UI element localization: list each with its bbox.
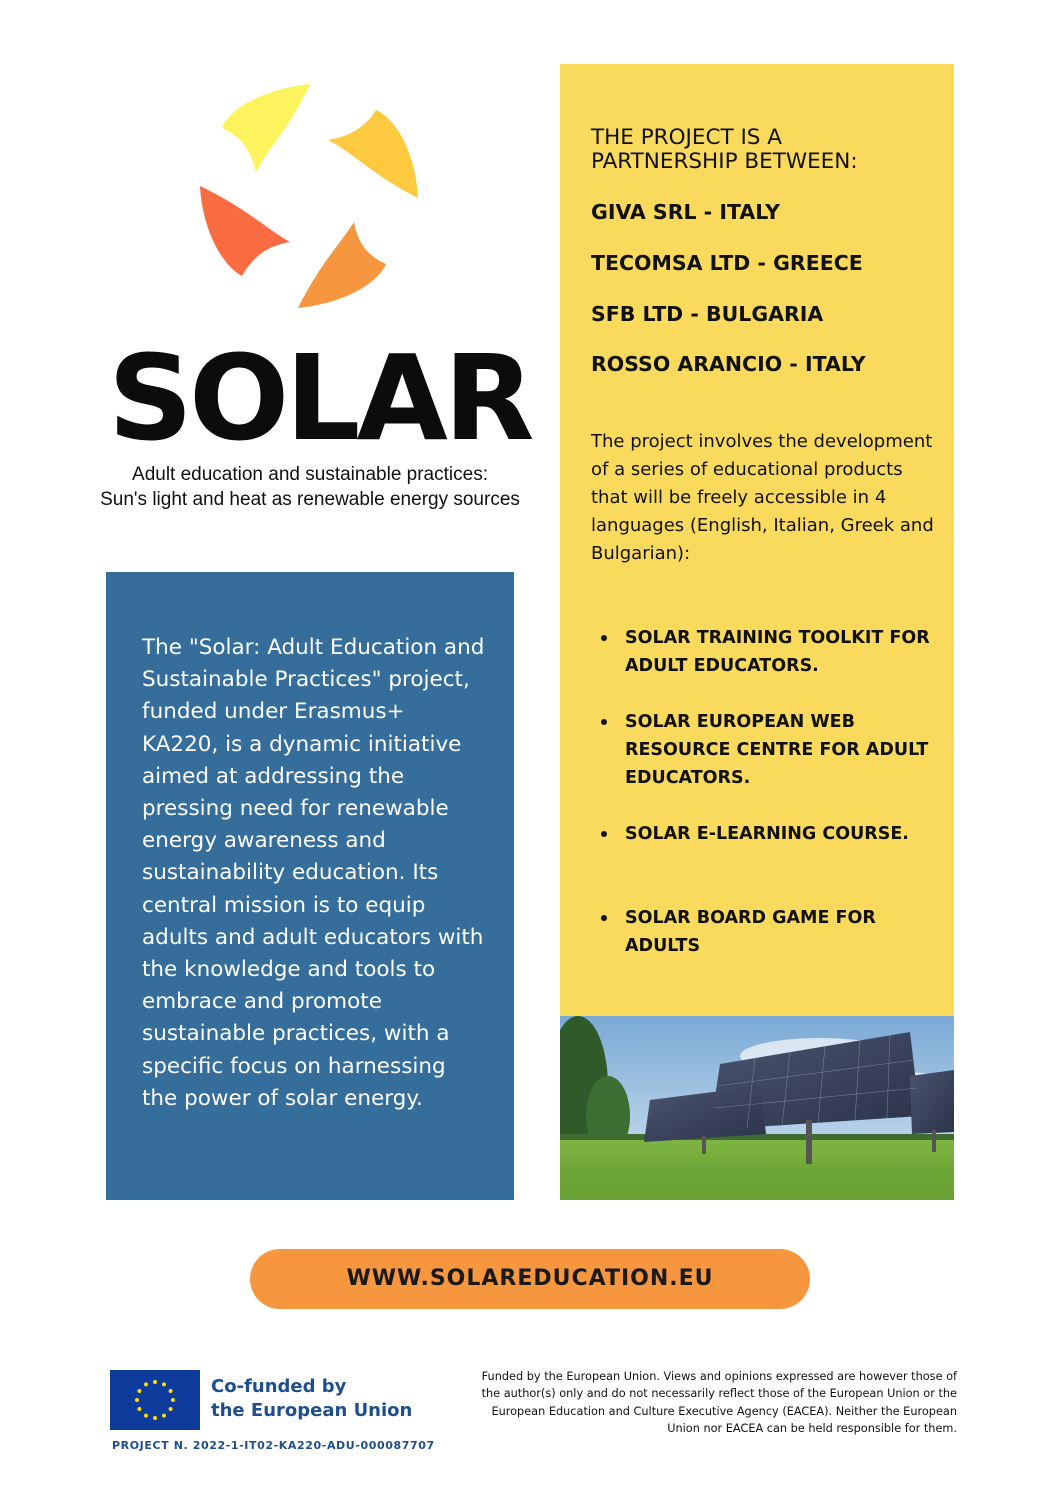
product-label: SOLAR E-LEARNING COURSE. [625, 824, 909, 844]
eu-cofunded-label [211, 1375, 451, 1423]
tagline [60, 462, 560, 512]
product-label: SOLAR TRAINING TOOLKIT FOR ADULT EDUCATORS. [625, 628, 930, 676]
product-label: SOLAR BOARD GAME FOR ADULTS [625, 908, 876, 956]
partner-item: GIVA SRL - ITALY [591, 200, 780, 224]
partner-item: ROSSO ARANCIO - ITALY [591, 352, 866, 376]
eu-disclaimer: Funded by the European Union. Views and opinions expressed are however those of the author(s) only and do not necessarily reflect those of the European Union or the European Education and Culture Executive Agency (EACEA). Neither the European Union nor EACEA can be held responsible for them. [481, 1370, 957, 1435]
partnership-panel [560, 64, 954, 1016]
solar-panels-photo [560, 1016, 954, 1200]
product-item [591, 624, 936, 680]
intro-text: The "Solar: Adult Education and Sustainable Practices" project, funded under Erasmus+ KA220, is a dynamic initiative aimed at addressing the pressing need for renewable energy awareness and sustainability education. Its central mission is to equip adults and adult educators with the knowledge and tools to embrace and promote sustainable practices, with a specific focus on harnessing the power of solar energy. [142, 635, 485, 1111]
eu-cofunded-line-2: the European Union [211, 1400, 413, 1421]
partnership-heading-line-1: THE PROJECT IS A [591, 125, 782, 150]
eu-cofunded-line-1: Co-funded by [211, 1376, 347, 1397]
project-description: The project involves the development of a series of educational products that will be freely accessible in 4 languages (English, Italian, Greek and Bulgarian): [591, 431, 934, 564]
bullet-icon [601, 915, 607, 921]
partner-item: SFB LTD - BULGARIA [591, 302, 824, 326]
partnership-heading [591, 126, 931, 174]
product-item [591, 708, 936, 792]
partner-item: TECOMSA LTD - GREECE [591, 251, 863, 275]
product-label: SOLAR EUROPEAN WEB RESOURCE CENTRE FOR ADULT EDUCATORS. [625, 712, 929, 788]
product-item [591, 820, 936, 848]
bullet-icon [601, 831, 607, 837]
website-link[interactable]: WWW.SOLAREDUCATION.EU [250, 1249, 810, 1309]
project-number: PROJECT N. 2022-1-IT02-KA220-ADU-000087707 [112, 1439, 435, 1452]
eu-flag-icon [110, 1370, 200, 1430]
partnership-heading-line-2: PARTNERSHIP BETWEEN: [591, 149, 858, 174]
product-item [591, 904, 936, 960]
solar-logo-icon [190, 76, 430, 316]
bullet-icon [601, 635, 607, 641]
brand-wordmark: SOLAR [108, 329, 531, 467]
intro-panel [106, 572, 514, 1200]
tagline-line-2: Sun's light and heat as renewable energy sources [100, 489, 520, 510]
bullet-icon [601, 719, 607, 725]
tagline-line-1: Adult education and sustainable practices: [132, 464, 488, 485]
